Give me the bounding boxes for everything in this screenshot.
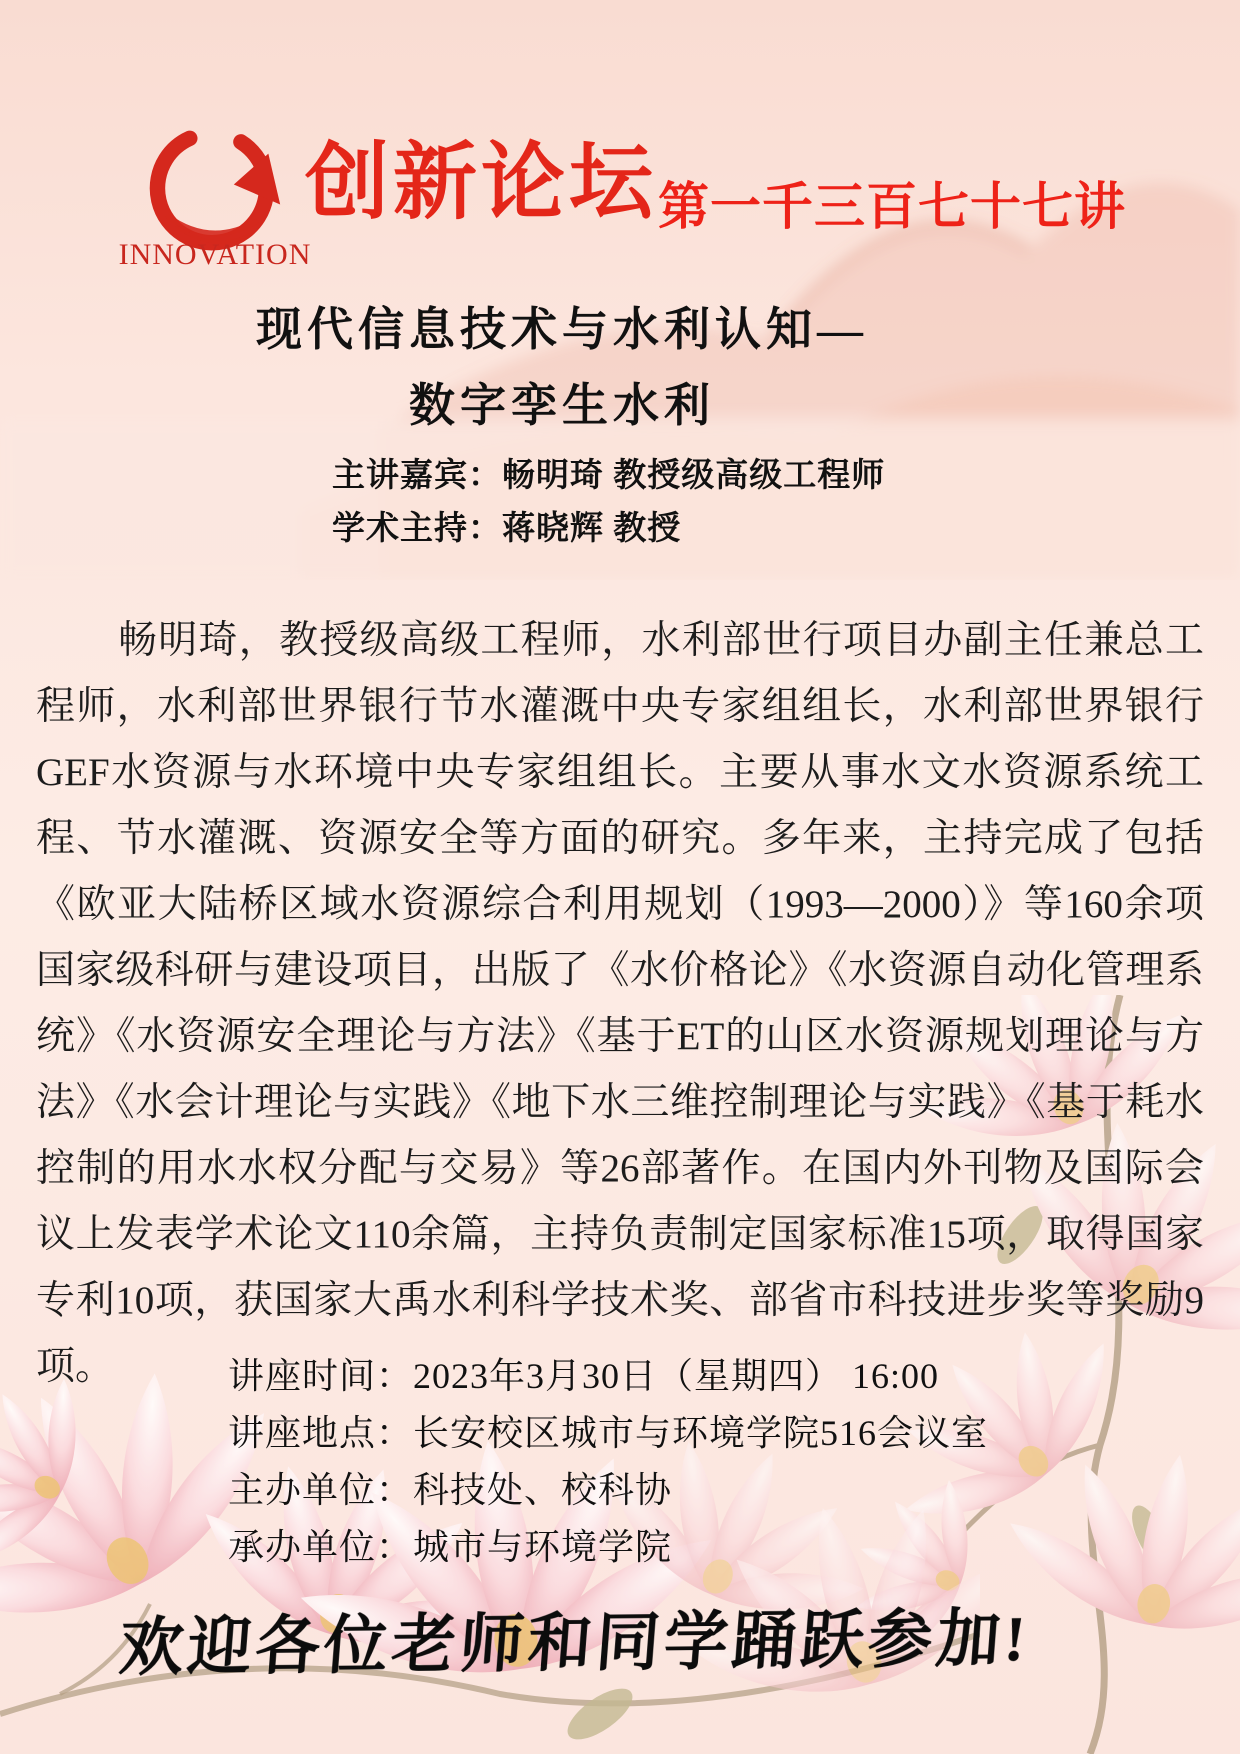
forum-title: 创新论坛 [305,135,658,229]
lecture-location: 讲座地点：长安校区城市与环境学院516会议室 [228,1413,989,1453]
welcome-message: 欢迎各位老师和同学踊跃参加! [116,1603,1033,1684]
event-details [228,1348,988,1576]
organizer: 主办单位：科技处、校科协 [228,1470,673,1510]
lecture-title [0,292,1124,444]
lecture-title-line1: 现代信息技术与水利认知— [256,304,868,355]
speaker-bio: 畅明琦，教授级高级工程师，水利部世行项目办副主任兼总工程师，水利部世界银行节水灌溉中央专家组组长，水利部世界银行GEF水资源与水环境中央专家组组长。主要从事水文水资源系统工程、节水灌溉、资源安全等方面的研究。多年来，主持完成了包括《欧亚大陆桥区域水资源综合利用规划（1993—2000）》等160余项国家级科研与建设项目，出版了《水价格论》《水资源自动化管理系统》《水资源安全理论与方法》《基于ET的山区水资源规划理论与方法》《水会计理论与实践》《地下水三维控制理论与实践》《基于耗水控制的用水水权分配与交易》等26部著作。在国内外刊物及国际会议上发表学术论文110余篇，主持负责制定国家标准15项，取得国家专利10项，获国家大禹水利科学技术奖、部省市科技进步奖等奖励9项。 [36,619,1204,1388]
speakers-block [332,450,885,556]
guest-speaker-line: 主讲嘉宾：畅明琦 教授级高级工程师 [332,458,886,494]
undertaker: 承办单位：城市与环境学院 [228,1527,673,1567]
lecture-title-line2: 数字孪生水利 [409,380,715,431]
lecture-number: 第一千三百七十七讲 [658,180,1127,236]
academic-host-line: 学术主持：蒋晓辉 教授 [332,511,682,547]
lecture-time: 讲座时间：2023年3月30日（星期四） 16:00 [228,1356,940,1396]
logo-wordmark: INNOVATION [118,238,312,271]
